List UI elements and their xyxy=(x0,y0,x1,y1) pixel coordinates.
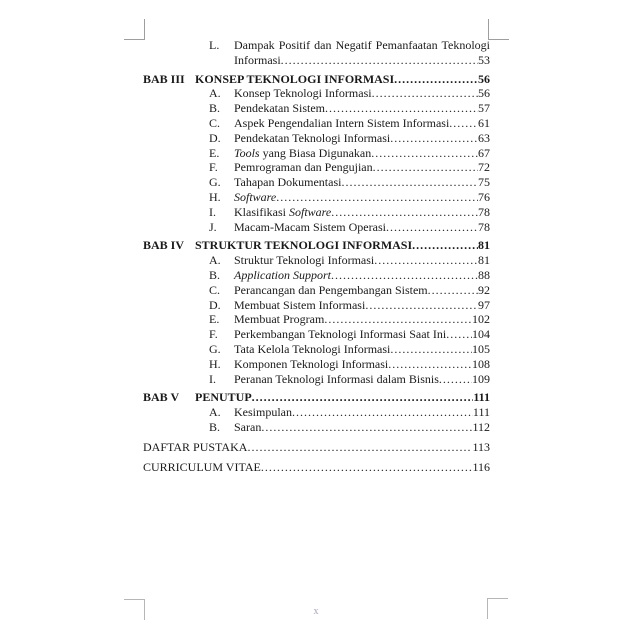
dot-leader xyxy=(428,283,478,298)
dot-leader xyxy=(412,238,478,253)
dot-leader xyxy=(365,298,478,313)
toc-chapter-label: BAB V xyxy=(143,390,180,405)
toc-entry-title xyxy=(234,131,390,146)
page-number-roman: x xyxy=(313,606,319,617)
title-segment: Software xyxy=(234,189,277,204)
dot-leader xyxy=(331,268,478,283)
toc-entry-letter: B. xyxy=(209,267,221,282)
toc-entry-page: 76 xyxy=(478,189,490,204)
toc-entry xyxy=(143,116,490,131)
toc-entry-page: 53 xyxy=(478,52,490,67)
toc-entry-title xyxy=(234,268,331,283)
toc-entry xyxy=(143,253,490,268)
toc-entry-letter: J. xyxy=(209,219,217,234)
toc-entry-title xyxy=(143,440,247,455)
toc-entry xyxy=(143,101,490,116)
toc-entry-page: 111 xyxy=(472,405,490,420)
title-segment: Aspek Pengendalian Intern Sistem Informasi xyxy=(234,115,450,130)
toc-entry-letter: B. xyxy=(209,419,221,434)
crop-mark-top-left-icon xyxy=(124,19,145,40)
toc-entry-title xyxy=(234,101,325,116)
toc-entry xyxy=(143,220,490,235)
toc-entry-letter: D. xyxy=(209,130,221,145)
toc-entry-letter: A. xyxy=(209,86,221,101)
toc-entry-letter: F. xyxy=(209,327,218,342)
toc-entry-letter: B. xyxy=(209,101,221,116)
toc-entry-title xyxy=(234,220,386,235)
toc-entry-page: 116 xyxy=(472,459,490,474)
toc-entry-page: 111 xyxy=(473,390,490,405)
toc-entry-title xyxy=(195,238,412,253)
title-segment: STRUKTUR TEKNOLOGI INFORMASI xyxy=(195,238,413,253)
toc-entry-page: 56 xyxy=(478,86,490,101)
dot-leader xyxy=(252,390,474,405)
title-segment: Membuat Program xyxy=(234,312,325,327)
toc-entry-letter: A. xyxy=(209,253,221,268)
crop-mark-top-right-icon xyxy=(488,19,509,40)
toc-entry xyxy=(143,86,490,101)
toc-entry-letter: G. xyxy=(209,175,221,190)
toc-entry-title-line1: Dampak Positif dan Negatif Pemanfaatan Teknologi xyxy=(234,38,490,52)
toc-entry-page: 97 xyxy=(478,297,490,312)
toc-entry-letter: E. xyxy=(209,312,220,327)
toc-entry xyxy=(143,131,490,146)
dot-leader xyxy=(386,220,478,235)
toc-entry-title xyxy=(234,357,388,372)
title-segment: Application Support xyxy=(234,267,331,282)
toc-entry-letter: I. xyxy=(209,371,216,386)
toc-entry-page: 102 xyxy=(472,312,490,327)
title-segment: Struktur Teknologi Informasi xyxy=(234,253,375,268)
toc-entry xyxy=(143,342,490,357)
toc-entry-page: 92 xyxy=(478,282,490,297)
toc-entry-letter: F. xyxy=(209,160,218,175)
title-segment: Tools xyxy=(234,145,260,160)
toc-entry-page: 109 xyxy=(472,371,490,386)
toc-entry xyxy=(143,327,490,342)
toc-entry xyxy=(143,460,490,475)
table-of-contents xyxy=(143,38,490,474)
title-segment: DAFTAR PUSTAKA xyxy=(143,439,248,454)
toc-entry-title xyxy=(234,283,428,298)
title-segment: Konsep Teknologi Informasi xyxy=(234,86,372,101)
toc-entry-title xyxy=(234,38,490,68)
toc-entry xyxy=(143,72,490,87)
title-segment: Kesimpulan xyxy=(234,405,292,420)
toc-entry-page: 78 xyxy=(478,204,490,219)
toc-entry-page: 81 xyxy=(478,238,490,253)
dot-leader xyxy=(373,160,478,175)
toc-entry-letter: H. xyxy=(209,189,221,204)
toc-entry xyxy=(143,160,490,175)
toc-entry-page: 61 xyxy=(478,115,490,130)
title-segment: Peranan Teknologi Informasi dalam Bisnis xyxy=(234,371,439,386)
dot-leader xyxy=(331,205,478,220)
title-segment: Perkembangan Teknologi Informasi Saat Ini xyxy=(234,327,447,342)
toc-entry-page: 75 xyxy=(478,175,490,190)
toc-entry xyxy=(143,312,490,327)
toc-entry xyxy=(143,372,490,387)
toc-entry-title xyxy=(234,205,331,220)
toc-entry-letter: A. xyxy=(209,405,221,420)
title-segment: Tata Kelola Teknologi Informasi xyxy=(234,341,391,356)
dot-leader xyxy=(394,72,478,87)
dot-leader xyxy=(439,372,472,387)
dot-leader xyxy=(324,312,472,327)
toc-entry xyxy=(143,440,490,455)
toc-entry-letter: H. xyxy=(209,356,221,371)
toc-entry xyxy=(143,238,490,253)
toc-entry-title xyxy=(234,160,373,175)
title-segment: CURRICULUM VITAE xyxy=(143,459,261,474)
toc-chapter-label: BAB IV xyxy=(143,238,185,253)
toc-entry-title xyxy=(234,253,374,268)
toc-entry-title xyxy=(234,312,324,327)
toc-entry-letter: C. xyxy=(209,115,221,130)
dot-leader xyxy=(281,53,478,68)
title-segment: Pendekatan Teknologi Informasi xyxy=(234,130,391,145)
dot-leader xyxy=(261,420,472,435)
toc-entry xyxy=(143,205,490,220)
dot-leader xyxy=(371,146,478,161)
toc-entry-title xyxy=(234,175,341,190)
toc-entry-title-line2 xyxy=(234,53,490,68)
toc-entry-page: 81 xyxy=(478,253,490,268)
title-segment: Macam-Macam Sistem Operasi xyxy=(234,219,386,234)
toc-entry-title xyxy=(234,298,365,313)
toc-entry-title xyxy=(234,420,261,435)
toc-entry xyxy=(143,405,490,420)
title-segment: KONSEP TEKNOLOGI INFORMASI xyxy=(195,71,395,86)
toc-entry-title xyxy=(234,372,439,387)
title-segment: Perancangan dan Pengembangan Sistem xyxy=(234,282,428,297)
toc-entry-page: 104 xyxy=(472,327,490,342)
toc-entry xyxy=(143,298,490,313)
title-segment: Klasifikasi xyxy=(234,204,289,219)
toc-entry xyxy=(143,268,490,283)
title-segment: Pemrograman dan Pengujian xyxy=(234,160,373,175)
toc-entry xyxy=(143,357,490,372)
toc-entry-page: 57 xyxy=(478,101,490,116)
toc-entry-letter: L. xyxy=(209,38,220,52)
toc-entry-letter: I. xyxy=(209,204,216,219)
toc-entry-title xyxy=(234,190,276,205)
dot-leader xyxy=(325,101,478,116)
toc-entry-page: 112 xyxy=(472,419,490,434)
dot-leader xyxy=(372,86,478,101)
toc-entry-letter: C. xyxy=(209,282,221,297)
toc-entry-title xyxy=(234,405,292,420)
toc-entry-page: 67 xyxy=(478,145,490,160)
title-segment: Informasi xyxy=(234,52,281,67)
dot-leader xyxy=(390,342,472,357)
title-segment: PENUTUP xyxy=(195,390,252,405)
dot-leader xyxy=(341,175,478,190)
toc-entry-letter: G. xyxy=(209,341,221,356)
toc-entry-title xyxy=(195,390,252,405)
toc-entry-page: 113 xyxy=(472,439,490,454)
dot-leader xyxy=(390,131,478,146)
dot-leader xyxy=(449,116,478,131)
dot-leader xyxy=(261,460,473,475)
dot-leader xyxy=(247,440,472,455)
toc-entry xyxy=(143,283,490,298)
dot-leader xyxy=(374,253,478,268)
toc-entry-page: 72 xyxy=(478,160,490,175)
toc-entry-page: 105 xyxy=(472,341,490,356)
toc-entry-title xyxy=(195,72,394,87)
title-segment: Membuat Sistem Informasi xyxy=(234,297,366,312)
toc-entry-title xyxy=(234,146,371,161)
toc-chapter-label: BAB III xyxy=(143,71,185,86)
title-segment: Saran xyxy=(234,419,262,434)
toc-entry xyxy=(143,38,490,68)
toc-entry-page: 108 xyxy=(472,356,490,371)
toc-entry xyxy=(143,175,490,190)
toc-entry-page: 63 xyxy=(478,130,490,145)
toc-entry-page: 56 xyxy=(478,71,490,86)
toc-entry-letter: D. xyxy=(209,297,221,312)
title-segment: yang Biasa Digunakan xyxy=(259,145,372,160)
title-segment: Tahapan Dokumentasi xyxy=(234,175,342,190)
toc-entry-title xyxy=(234,342,390,357)
title-segment: Pendekatan Sistem xyxy=(234,101,325,116)
title-segment: Software xyxy=(289,204,332,219)
dot-leader xyxy=(446,327,472,342)
toc-entry-title xyxy=(143,460,261,475)
toc-entry-page: 88 xyxy=(478,267,490,282)
dot-leader xyxy=(276,190,478,205)
toc-entry-letter: E. xyxy=(209,145,220,160)
title-segment: Komponen Teknologi Informasi xyxy=(234,356,389,371)
toc-entry xyxy=(143,390,490,405)
dot-leader xyxy=(292,405,473,420)
dot-leader xyxy=(388,357,472,372)
toc-entry-title xyxy=(234,327,446,342)
toc-entry xyxy=(143,190,490,205)
toc-entry-title xyxy=(234,116,449,131)
toc-entry-title xyxy=(234,86,372,101)
toc-entry xyxy=(143,420,490,435)
toc-entry xyxy=(143,146,490,161)
toc-entry-page: 78 xyxy=(478,219,490,234)
